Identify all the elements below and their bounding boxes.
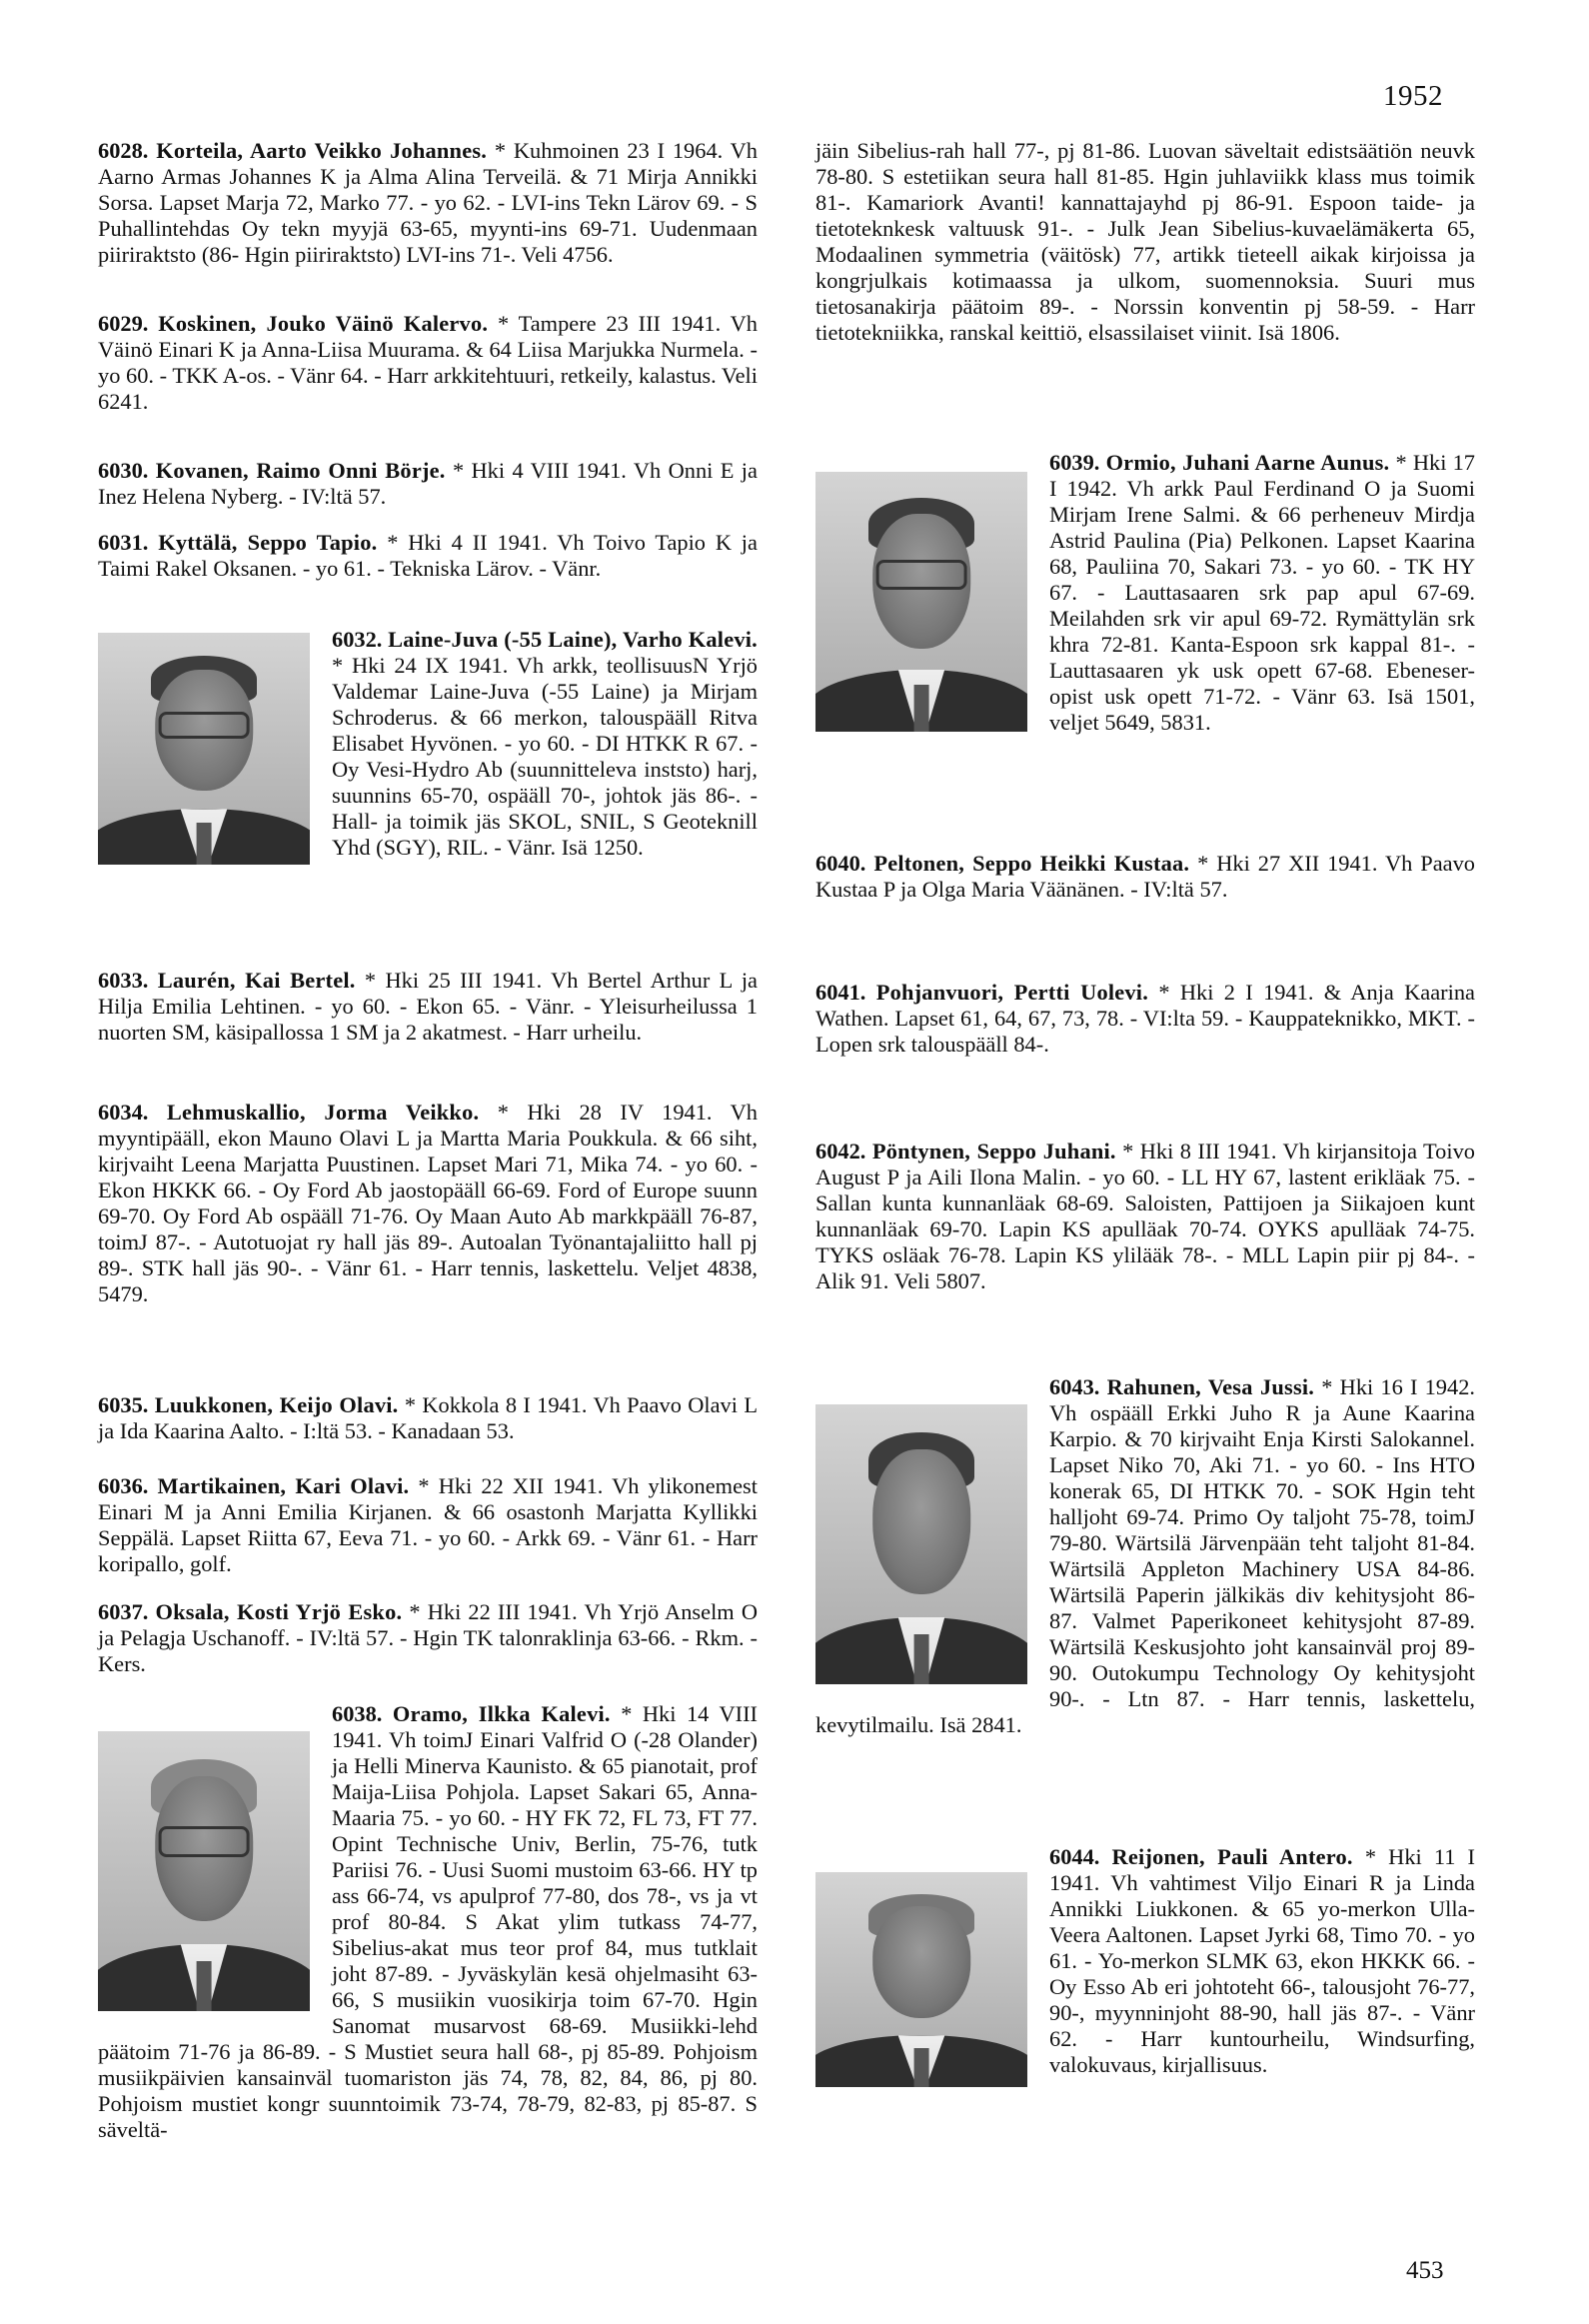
page-number: 453 [1406,2257,1444,2284]
entry-6039: 6039. Ormio, Juhani Aarne Aunus. * Hki 17 I 1942. Vh arkk Paul Ferdinand O ja Suomi Mirjam Irene Salmi. & 66 perheneuv Mirdja Astrid Paulina (Pia) Pelkonen. Lapset Kaarina 68, Pauliina 70, Sakari 73. - yo 60. - TK HY 67. - Lauttasaaren srk pap apul 67-69. Meilahden srk vir apul 69-72. Rymättylän srk khra 72-81. Kanta-Espoon srk kappal 81-. - Lauttasaaren yk usk opett 67-68. Ebeneser-opist usk opett 71-72. - Vänr 63. Isä 1501, veljet 5649, 5831. [815,450,1475,738]
entry-6041: 6041. Pohjanvuori, Pertti Uolevi. * Hki 2 I 1941. & Anja Kaarina Wathen. Lapset 61, 64, 67, 73, 78. - VI:lta 59. - Kauppateknikko, MKT. - Lopen srk talouspääll 84-. [815,980,1475,1057]
entry-6028: 6028. Korteila, Aarto Veikko Johannes. * Kuhmoinen 23 I 1964. Vh Aarno Armas Johannes K ja Alma Alina Terveilä. & 71 Mirja Annikki Sorsa. Lapset Marja 72, Marko 77. - yo 62. - LVI-ins Tekn Lärov 69. - S Puhallintehdas Oy tekn myyjä 63-65, myynti-ins 69-71. Uudenmaan piiriraktsto (86- Hgin piiriraktsto) LVI-ins 71-. Veli 4756. [98,138,758,267]
entry-6033: 6033. Laurén, Kai Bertel. * Hki 25 III 1941. Vh Bertel Arthur L ja Hilja Emilia Lehtinen. - yo 60. - Ekon 65. - Vänr. - Yleisurheilussa 1 nuorten SM, käsipallossa 1 SM ja 2 akatmest. - Harr urheilu. [98,968,758,1045]
entry-6044: 6044. Reijonen, Pauli Antero. * Hki 11 I 1941. Vh vahtimest Viljo Einari R ja Linda Annikki Liukkonen. & 65 yo-merkon Ulla-Veera Aaltonen. Lapset Jyrki 68, Timo 70. - yo 61. - Yo-merkon SLMK 63, ekon HKKK 66. - Oy Esso Ab eri johtoteht 66-, talousjoht 76-77, 90-, myynninjoht 88-90, hall jäs 87-. - Vänr 62. - Harr kuntourheilu, Windsurfing, valokuvaus, kirjallisuus. [815,1844,1475,2093]
page-year: 1952 [1383,80,1443,112]
entry-6043: 6043. Rahunen, Vesa Jussi. * Hki 16 I 1942. Vh ospääll Erkki Juho R ja Aune Kaarina Karpio. & 70 kirjvaiht Enja Kirsti Salokannel. Lapset Niko 70, Aki 71. - yo 60. - Ins HTO konerak 65, DI HTKK 70. - SOK Hgin teht halljoht 69-74. Primo Oy taljoht 75-78, toimJ 79-80. Wärtsilä Järvenpään teht taljoht 81-84. Wärtsilä Appleton Machinery USA 84-86. Wärtsilä Paperin jälkikäs div kehitysjoht 86-87. Valmet Paperikoneet kehitysjoht 87-89. Wärtsilä Keskusjohto joht kansainväl proj 89-90. Outokumpu Technology Oy kehitysjoht 90-. - Ltn 87. - Harr tennis, laskettelu, kevytilmailu. Isä 2841. [815,1374,1475,1738]
entry-6034: 6034. Lehmuskallio, Jorma Veikko. * Hki 28 IV 1941. Vh myyntipääll, ekon Mauno Olavi L ja Martta Maria Poukkula. & 66 siht, kirjvaiht Leena Marjatta Puustinen. Lapset Mari 71, Mika 74. - yo 60. - Ekon HKKK 66. - Oy Ford Ab jaostopääll 66-69. Ford of Europe suunn 69-70. Oy Ford Ab ospääll 71-76. Oy Maan Auto Ab markkpääll 76-87, toimJ 87-. - Autotuojat ry hall jäs 89-. Autoalan Työnantajaliitto hall pj 89-. STK hall jäs 90-. - Vänr 61. - Harr tennis, laskettelu. Veljet 4838, 5479. [98,1100,758,1306]
entry-6042: 6042. Pöntynen, Seppo Juhani. * Hki 8 III 1941. Vh kirjansitoja Toivo August P ja Aili Ilona Malin. - yo 60. - LL HY 67, lastent erikläak 75. - Sallan kunta kunnanläak 68-69. Saloisten, Pattijoen ja Siikajoen kunt kunnanläak 69-70. Lapin KS apulläak 70-74. OYKS apulläak 74-75. TYKS osläak 76-78. Lapin KS ylilääk 78-. - MLL Lapin piir pj 84-. - Alik 91. Veli 5807. [815,1139,1475,1293]
portrait-photo [815,1872,1027,2087]
portrait-photo [815,472,1027,732]
entry-6036: 6036. Martikainen, Kari Olavi. * Hki 22 XII 1941. Vh ylikonemest Einari M ja Anni Emilia Kirjanen. & 66 osastonh Marjatta Kyllikki Seppälä. Lapset Riitta 67, Eeva 71. - yo 60. - Arkk 69. - Vänr 61. - Harr koripallo, golf. [98,1473,758,1576]
entry-6035: 6035. Luukkonen, Keijo Olavi. * Kokkola 8 I 1941. Vh Paavo Olavi L ja Ida Kaarina Aalto. - I:ltä 53. - Kanadaan 53. [98,1392,758,1443]
entry-6030: 6030. Kovanen, Raimo Onni Börje. * Hki 4 VIII 1941. Vh Onni E ja Inez Helena Nyberg. - IV:ltä 57. [98,458,758,509]
entry-6031: 6031. Kyttälä, Seppo Tapio. * Hki 4 II 1941. Vh Toivo Tapio K ja Taimi Rakel Oksanen. - yo 61. - Tekniska Lärov. - Vänr. [98,530,758,581]
entry-6040: 6040. Peltonen, Seppo Heikki Kustaa. * Hki 27 XII 1941. Vh Paavo Kustaa P ja Olga Maria Väänänen. - IV:ltä 57. [815,851,1475,902]
entry-6038: 6038. Oramo, Ilkka Kalevi. * Hki 14 VIII 1941. Vh toimJ Einari Valfrid O (-28 Olander) ja Helli Minerva Kaunisto. & 65 pianotait, prof Maija-Liisa Pohjola. Lapset Sakari 65, Anna-Maaria 75. - yo 60. - HY FK 72, FL 73, FT 77. Opint Technische Univ, Berlin, 75-76, tutk Pariisi 76. - Uusi Suomi mustoim 63-66. HY tp ass 66-74, vs apulprof 77-80, dos 78-, vs ja vt prof 80-84. S Akat ylim tutkass 74-77, Sibelius-akat mus teor prof 84, mus tutklait joht 87-89. - Jyväskylän kesä ohjelmasiht 63-66, S musiikin vuosikirja toim 67-70. Hgin Sanomat musarvost 68-69. Musiikki-lehd päätoim 71-76 ja 86-89. - S Mustiet seura hall 68-, pj 85-89. Pohjoism musiikpäivien kansainväl tuomariston jäs 74, 78, 82, 84, 86, pj 80. Pohjoism mustiet kongr suunntoimik 73-74, 78-79, 82-83, pj 85-87. S säveltä- [98,1701,758,2143]
portrait-photo [815,1404,1027,1684]
portrait-photo [98,633,310,865]
entry-6038-continued: jäin Sibelius-rah hall 77-, pj 81-86. Luovan säveltait edistsäätiön neuvk 78-80. S estetiikan seura hall 81-85. Hgin juhlaviikk klass mus toimik 81-. Kamariork Avanti! kannattajayhd pj 86-91. Espoon taide- ja tietoteknkesk valtuusk 91-. - Julk Jean Sibelius-kuvaelämäkerta 65, Modaalinen symmetria (väitösk) 77, artikk tieteell aikak kirjoissa ja kongrjulkais kotimaassa ja ulkom, suomennoksia. Suuri mus tietosanakirja päätoim 89-. - Norssin konventin pj 58-59. - Harr tietotekniikka, ranskal keittiö, elsassilaiset viinit. Isä 1806. [815,138,1475,345]
entry-6032: 6032. Laine-Juva (-55 Laine), Varho Kalevi. * Hki 24 IX 1941. Vh arkk, teollisuusN Yrjö Valdemar Laine-Juva (-55 Laine) ja Mirjam Schroderus. & 66 merkon, talouspääll Ritva Elisabet Hyvönen. - yo 60. - DI HTKK R 67. - Oy Vesi-Hydro Ab (suunnitteleva inststo) harj, suunnins 65-70, ospääll 70-, johtok jäs 86-. - Hall- ja toimik jäs SKOL, SNIL, S Geoteknill Yhd (SGY), RIL. - Vänr. Isä 1250. [98,627,758,871]
entry-6037: 6037. Oksala, Kosti Yrjö Esko. * Hki 22 III 1941. Vh Yrjö Anselm O ja Pelagja Uschanoff. - IV:ltä 57. - Hgin TK talonraklinja 63-66. - Rkm. - Kers. [98,1599,758,1676]
portrait-photo [98,1731,310,2011]
entry-6029: 6029. Koskinen, Jouko Väinö Kalervo. * Tampere 23 III 1941. Vh Väinö Einari K ja Anna-Liisa Muurama. & 64 Liisa Marjukka Nurmela. - yo 60. - TKK A-os. - Vänr 64. - Harr arkkitehtuuri, retkeily, kalastus. Veli 6241. [98,311,758,414]
